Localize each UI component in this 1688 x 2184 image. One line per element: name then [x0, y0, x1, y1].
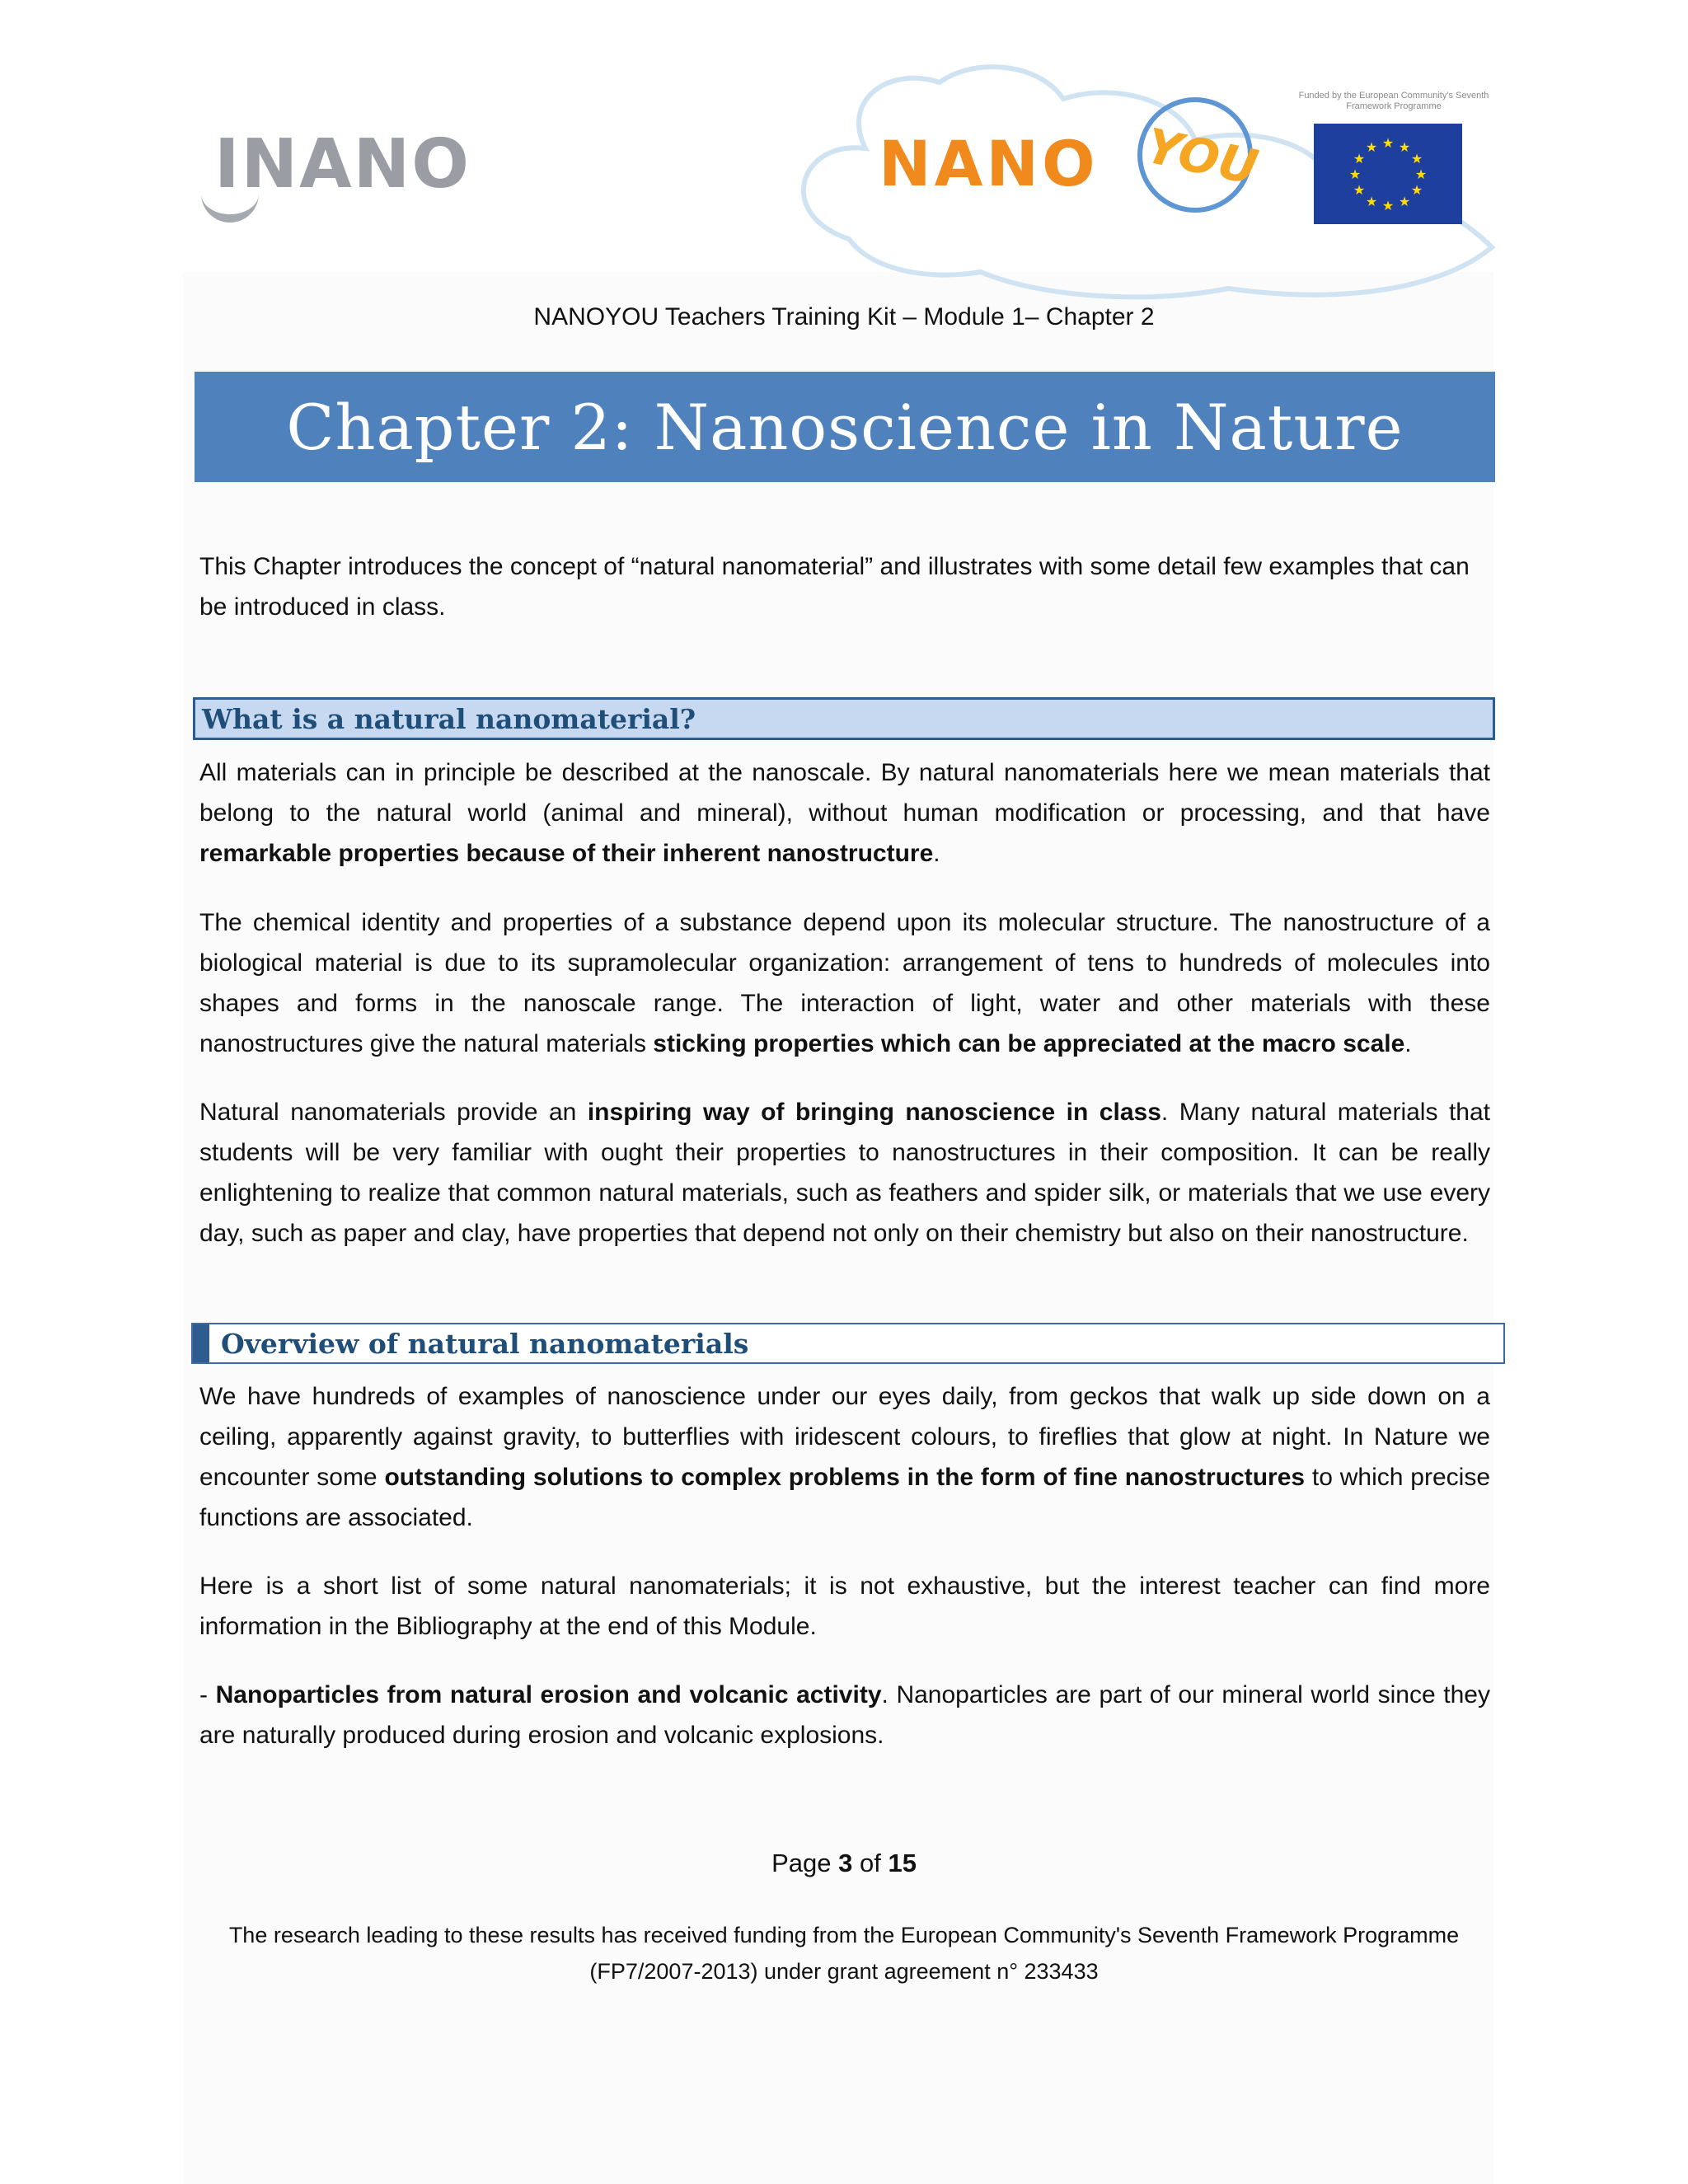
section-heading-box: [193, 697, 1495, 740]
eu-caption: Funded by the European Community's Seventh Framework Programme: [1298, 91, 1489, 111]
text-run: to which precise functions are associated.: [199, 1464, 1490, 1531]
page-label: Page: [771, 1849, 832, 1877]
svg-text:★: ★: [1381, 135, 1395, 151]
bold-text-run: inspiring way of bringing nanoscience in class: [587, 1099, 1161, 1126]
bold-text-run: sticking properties which can be appreciated at the macro scale: [653, 1030, 1405, 1057]
nanoyou-logo-you-text: YOU: [1141, 117, 1263, 196]
paragraph: Here is a short list of some natural nanomaterials; it is not exhaustive, but the interest teacher can find more information in the Bibliography at the end of this Module.: [199, 1572, 1490, 1640]
section-heading: What is a natural nanomaterial?: [202, 702, 696, 735]
bold-text-run: outstanding solutions to complex problems in the form of fine nanostructures: [384, 1464, 1306, 1491]
paragraph: [199, 1675, 1490, 1755]
text-run: -: [199, 1681, 216, 1708]
paragraph: [199, 902, 1490, 1064]
paragraph: [199, 1092, 1490, 1254]
paragraph: [199, 752, 1490, 874]
nanoyou-logo-nano-text: NANO: [879, 127, 1099, 200]
svg-text:★: ★: [1410, 182, 1423, 198]
text-run: .: [1404, 1030, 1412, 1057]
text-run: . Nanoparticles are part of our mineral world since they are naturally produced during erosion and volcanic explosions.: [199, 1681, 1490, 1749]
svg-text:★: ★: [1365, 139, 1378, 155]
svg-text:★: ★: [1381, 198, 1395, 213]
eu-flag-icon: [1314, 124, 1462, 224]
inano-logo: [198, 115, 478, 223]
svg-text:★: ★: [1398, 139, 1411, 155]
page-total: 15: [888, 1849, 917, 1877]
svg-text:★: ★: [1410, 151, 1423, 166]
page-number: [0, 1849, 1688, 1878]
funding-note: [206, 1917, 1482, 1990]
text-run: All materials can in principle be described at the nanoscale. By natural nanomaterials here we mean materials that belong to the natural world (animal and mineral), without human modification or processing, and that have: [199, 759, 1490, 827]
nanoyou-logo: [874, 91, 1278, 231]
section-heading: Overview of natural nanomaterials: [221, 1327, 749, 1360]
bold-text-run: remarkable properties because of their inherent nanostructure: [199, 840, 934, 867]
text-run: Natural nanomaterials provide an: [199, 1099, 588, 1126]
section-heading-box: [191, 1323, 1505, 1364]
text-run: The chemical identity and properties of a substance depend upon its molecular structure. The nanostructure of a biological material is due to its supramolecular organization: arrangement of tens to hundreds of molecules into shapes and forms in the nanoscale range. The interaction of light, water and other materials with these nanostructures give the natural materials: [199, 909, 1490, 1057]
text-run: . Many natural materials that students will be very familiar with ought their properties to nanostructures in their composition. It can be really enlightening to realize that common natural materials, such as feathers and spider silk, or materials that we use every day, such as paper and clay, have properties that depend not only on their chemistry but also on their nanostructure.: [199, 1099, 1490, 1247]
chapter-title: Chapter 2: Nanoscience in Nature: [286, 390, 1404, 464]
eu-funding-logo: [1291, 91, 1497, 231]
svg-text:★: ★: [1353, 151, 1366, 166]
page-of-label: of: [859, 1849, 881, 1877]
running-header: NANOYOU Teachers Training Kit – Module 1– Chapter 2: [533, 303, 1155, 330]
inano-logo-text: INANO: [214, 125, 471, 204]
svg-text:★: ★: [1348, 166, 1362, 182]
page-current: 3: [838, 1849, 853, 1877]
svg-text:★: ★: [1353, 182, 1366, 198]
funding-line: (FP7/2007-2013) under grant agreement n° 233433: [589, 1959, 1099, 1984]
text-run: We have hundreds of examples of nanoscience under our eyes daily, from geckos that walk up side down on a ceiling, apparently against gravity, to butterflies with iridescent colours, to fireflies that glow at night. In Nature we encounter some: [199, 1383, 1490, 1491]
paragraph: [199, 1376, 1490, 1538]
funding-line: The research leading to these results has received funding from the European Community's Seventh Framework Programme: [228, 1923, 1460, 1947]
text-run: .: [933, 840, 940, 867]
svg-text:★: ★: [1365, 194, 1378, 209]
svg-text:★: ★: [1398, 194, 1411, 209]
chapter-intro: This Chapter introduces the concept of “natural nanomaterial” and illustrates with some detail few examples that can be introduced in class.: [199, 553, 1470, 621]
bold-text-run: Nanoparticles from natural erosion and volcanic activity: [215, 1681, 882, 1708]
chapter-banner: [195, 372, 1495, 482]
heading-accent-bar: [193, 1324, 209, 1362]
svg-text:★: ★: [1414, 166, 1428, 182]
